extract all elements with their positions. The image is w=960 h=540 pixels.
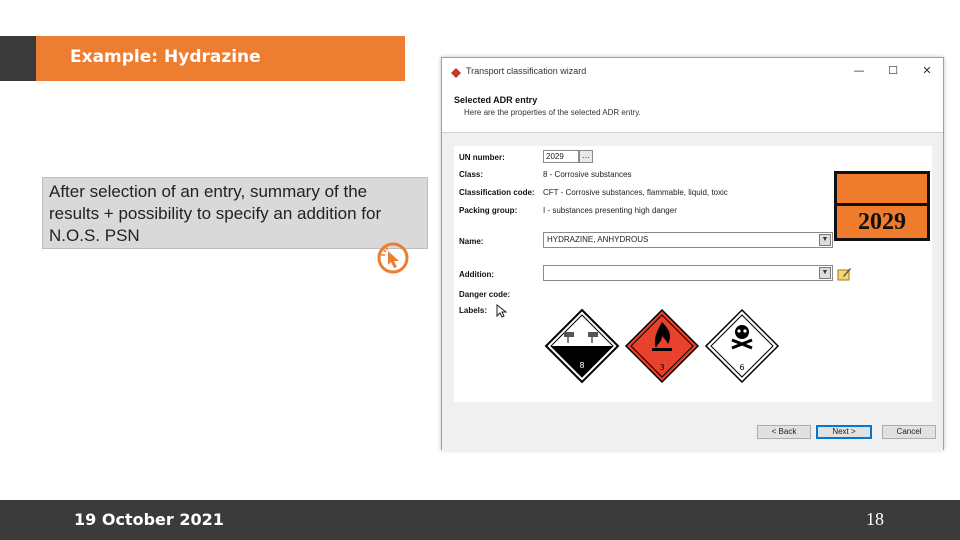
maximize-button[interactable]: ☐: [888, 64, 898, 77]
name-value: HYDRAZINE, ANHYDROUS: [547, 235, 649, 244]
un-number-field[interactable]: 2029: [543, 150, 579, 163]
class-label: Class:: [459, 170, 484, 179]
transport-classification-dialog: [441, 57, 944, 450]
name-label: Name:: [459, 237, 484, 246]
dialog-header: [442, 86, 943, 133]
app-icon: [450, 67, 462, 79]
dialog-header-title: Selected ADR entry: [454, 95, 538, 105]
danger-code-label: Danger code:: [459, 290, 511, 299]
name-combobox[interactable]: [543, 232, 833, 248]
click-cursor-icon: [371, 239, 413, 275]
addition-combobox[interactable]: [543, 265, 833, 281]
plate-un-number: 2029: [858, 209, 906, 235]
chevron-down-icon[interactable]: ▼: [819, 234, 831, 246]
un-lookup-button[interactable]: …: [579, 150, 593, 163]
corrosive-label-icon: [544, 308, 620, 384]
chevron-down-icon[interactable]: ▼: [819, 267, 831, 279]
dialog-titlebar[interactable]: [442, 58, 943, 86]
title-accent-block: [0, 36, 36, 81]
slide-title: Example: Hydrazine: [70, 47, 261, 67]
mouse-pointer-icon: [496, 304, 508, 318]
labels-label: Labels:: [459, 306, 488, 315]
minimize-button[interactable]: —: [853, 64, 865, 77]
addition-label: Addition:: [459, 270, 495, 279]
un-number-label: UN number:: [459, 153, 505, 162]
close-button[interactable]: ✕: [922, 64, 932, 77]
packing-group-value: I - substances presenting high danger: [543, 206, 677, 215]
toxic-label-icon: [704, 308, 780, 384]
adr-orange-plate: [834, 171, 930, 241]
class-value: 8 - Corrosive substances: [543, 170, 632, 179]
dialog-title: Transport classification wizard: [466, 66, 587, 76]
cancel-button[interactable]: Cancel: [882, 425, 936, 439]
classification-code-label: Classification code:: [459, 188, 535, 197]
footer-bar: [0, 500, 960, 540]
flammable-label-icon: [624, 308, 700, 384]
flammable-label-number: 3: [659, 363, 665, 372]
corrosive-label-number: 8: [579, 361, 585, 370]
back-button[interactable]: < Back: [757, 425, 811, 439]
packing-group-label: Packing group:: [459, 206, 518, 215]
classification-code-value: CFT - Corrosive substances, flammable, liquid, toxic: [543, 188, 728, 197]
footer-date: 19 October 2021: [74, 510, 224, 529]
toxic-label-number: 6: [739, 363, 745, 372]
plate-divider: [837, 203, 927, 206]
next-button[interactable]: Next >: [816, 425, 872, 439]
callout-text: After selection of an entry, summary of the results + possibility to specify an addition for N.O.S. PSN: [49, 182, 382, 245]
page-number: 18: [866, 509, 884, 529]
dialog-header-subtitle: Here are the properties of the selected ADR entry.: [464, 108, 641, 117]
edit-addition-icon[interactable]: [837, 266, 852, 281]
